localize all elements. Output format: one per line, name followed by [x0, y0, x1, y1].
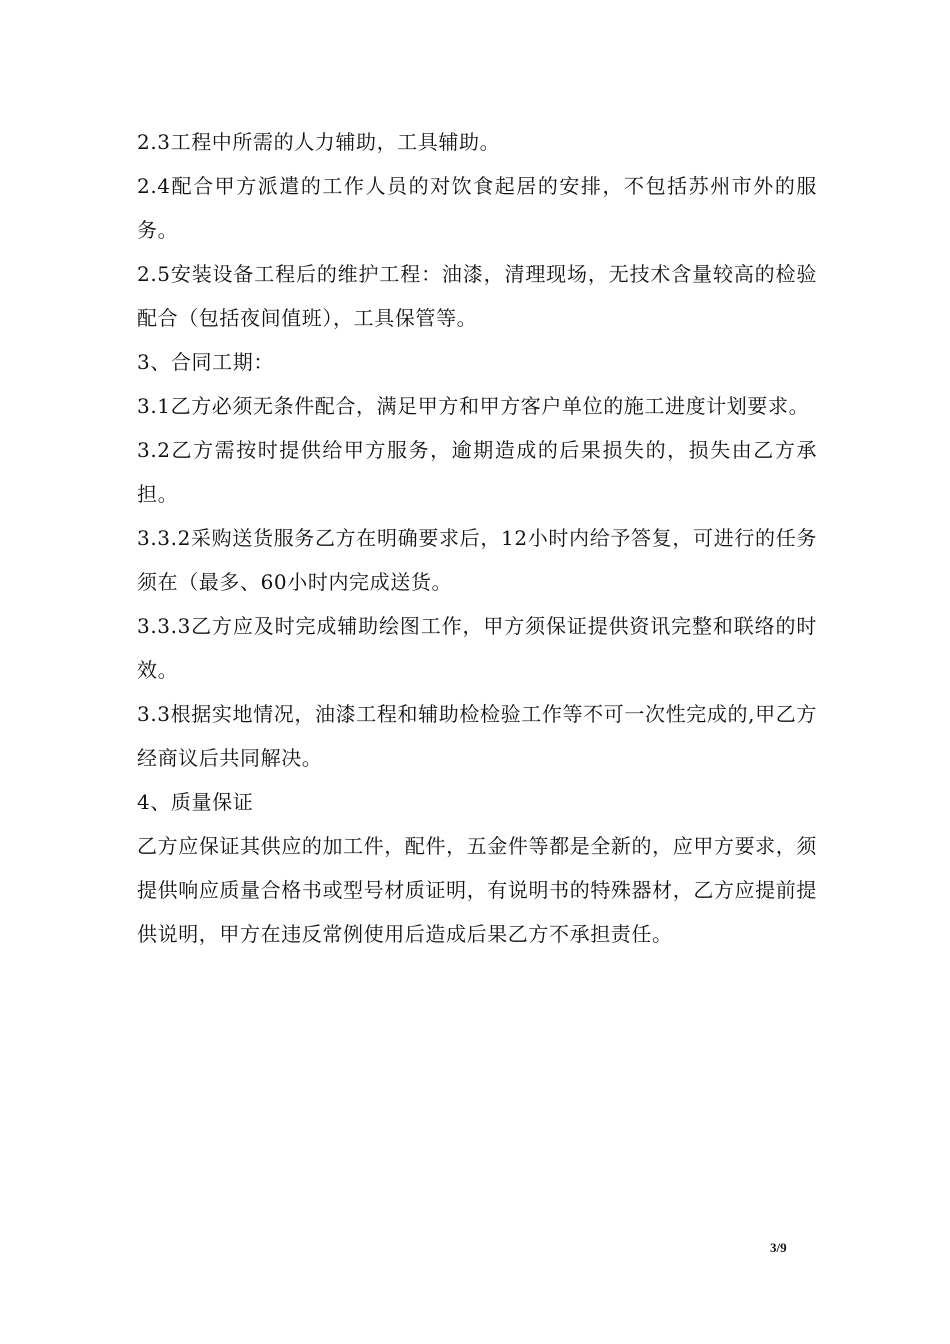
clause-3-3-2: 3.3.2采购送货服务乙方在明确要求后，12小时内给予答复，可进行的任务须在（最多、60小时内完成送货。	[137, 526, 817, 594]
clause-3-1: 3.1乙方必须无条件配合，满足甲方和甲方客户单位的施工进度计划要求。	[137, 394, 810, 418]
clause-3-2: 3.2乙方需按时提供给甲方服务，逾期造成的后果损失的，损失由乙方承担。	[137, 438, 817, 506]
section-4-heading: 4、质量保证	[137, 790, 254, 814]
clause-3-3: 3.3根据实地情况，油漆工程和辅助检检验工作等不可一次性完成的,甲乙方经商议后共同解决。	[137, 702, 817, 770]
clause-2-4: 2.4配合甲方派遣的工作人员的对饮食起居的安排，不包括苏州市外的服务。	[137, 174, 817, 242]
clause-2-3: 2.3工程中所需的人力辅助，工具辅助。	[137, 130, 501, 154]
quality-guarantee-text: 乙方应保证其供应的加工件，配件，五金件等都是全新的，应甲方要求，须提供响应质量合格书或型号材质证明，有说明书的特殊器材，乙方应提前提供说明，甲方在违反常例使用后造成后果乙方不承担责任。	[137, 834, 817, 946]
page-number: 3/9	[770, 1240, 787, 1255]
section-3-heading: 3、合同工期：	[137, 350, 274, 374]
document-body	[137, 120, 817, 956]
clause-2-5: 2.5安装设备工程后的维护工程：油漆，清理现场，无技术含量较高的检验配合（包括夜间值班），工具保管等。	[137, 262, 817, 330]
clause-3-3-3: 3.3.3乙方应及时完成辅助绘图工作，甲方须保证提供资讯完整和联络的时效。	[137, 614, 817, 682]
